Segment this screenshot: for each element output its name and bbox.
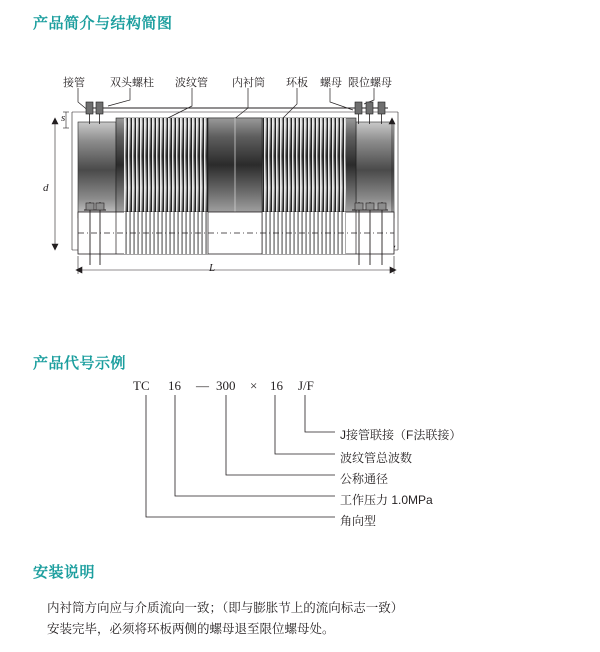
section-title-install: 安装说明 xyxy=(33,564,96,581)
code-token-type: 16 xyxy=(168,378,181,393)
code-desc-working-pressure: 工作压力 1.0MPa xyxy=(340,493,433,507)
structure-diagram xyxy=(0,60,600,290)
callout-label-limit-nut: 限位螺母 xyxy=(348,77,392,89)
code-token-diameter: 300 xyxy=(216,378,236,393)
callout-label-liner: 内衬筒 xyxy=(232,77,265,89)
install-notes xyxy=(47,598,567,640)
dimension-label-d: d xyxy=(43,182,49,194)
product-code-example xyxy=(0,375,600,535)
dimension-label-s: s xyxy=(61,112,66,124)
install-note-2: 安装完毕，必须将环板两侧的螺母退至限位螺母处。 xyxy=(47,622,335,636)
product-code-leader-lines xyxy=(0,375,600,535)
code-token-connection: J/F xyxy=(298,378,314,393)
callout-label-bellows: 波纹管 xyxy=(175,77,208,89)
code-desc-wave-count: 波纹管总波数 xyxy=(340,451,413,465)
callout-label-nut: 螺母 xyxy=(320,77,342,89)
callout-label-ring-plate: 环板 xyxy=(286,77,308,89)
code-desc-connection: J接管联接（F法联接） xyxy=(340,428,462,442)
callout-label-double-stud: 双头螺柱 xyxy=(110,77,154,89)
dimension-label-l: L xyxy=(209,262,216,274)
install-note-1: 内衬筒方向应与介质流向一致；（即与膨胀节上的流向标志一致） xyxy=(47,601,404,615)
code-token-dash: — xyxy=(196,378,209,393)
callout-label-connector: 接管 xyxy=(63,77,85,89)
code-token-series: TC xyxy=(133,378,150,393)
code-token-times: × xyxy=(250,378,258,393)
section-title-code: 产品代号示例 xyxy=(33,355,127,372)
section-title-intro: 产品简介与结构简图 xyxy=(33,15,173,32)
expansion-joint-drawing xyxy=(0,60,600,290)
code-desc-angular-type: 角向型 xyxy=(340,514,377,528)
code-desc-nominal-diameter: 公称通径 xyxy=(340,472,389,486)
code-token-waves: 16 xyxy=(270,378,283,393)
